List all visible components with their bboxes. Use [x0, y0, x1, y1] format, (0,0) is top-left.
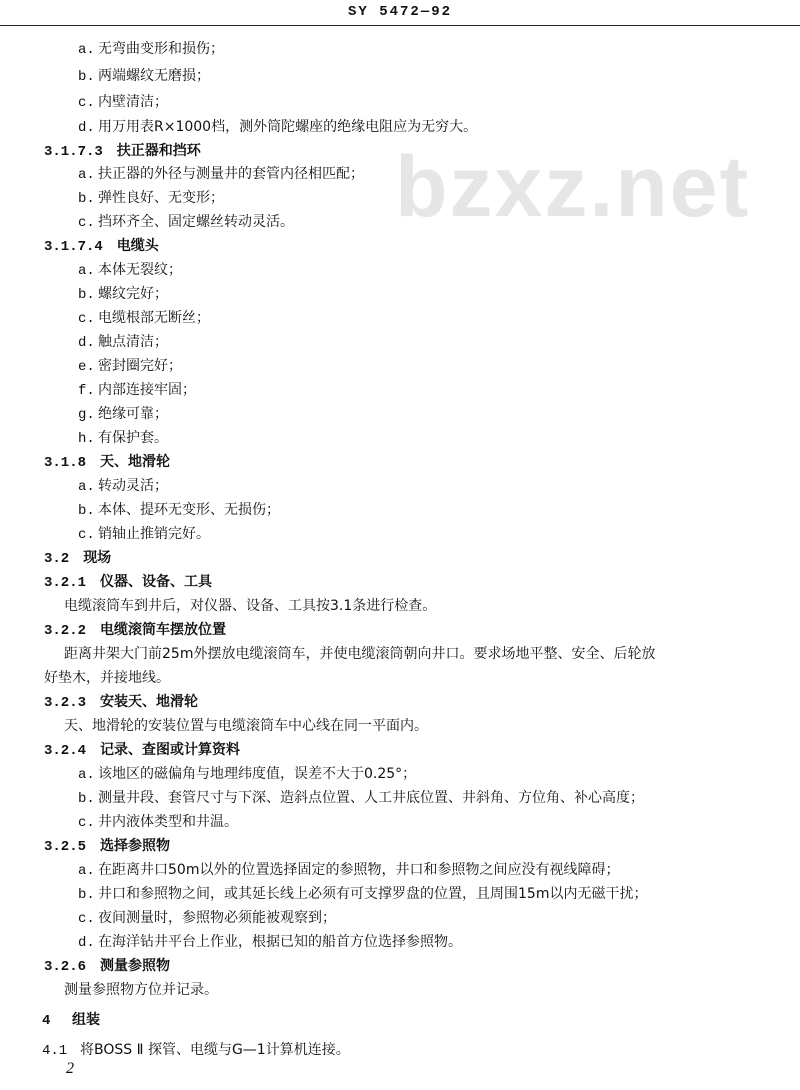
- list-item-text: 本体、提环无变形、无损伤；: [98, 502, 280, 518]
- list-item-label: b.: [78, 887, 95, 903]
- list-item-text: 扶正器的外径与测量井的套管内径相匹配；: [98, 166, 364, 182]
- list-item-label: a.: [78, 767, 95, 783]
- watermark: bzxz.net: [395, 139, 751, 235]
- list-item-text: 转动灵活；: [98, 478, 168, 494]
- list-item-text: 本体无裂纹；: [98, 262, 182, 278]
- list-item: [78, 909, 336, 928]
- list-item-text: 井口和参照物之间，或其延长线上必须有可支撑罗盘的位置，且周围15m以内无磁干扰；: [98, 886, 648, 902]
- list-item: [78, 765, 416, 784]
- section-heading: [44, 621, 226, 640]
- section-title: 电缆滚筒车摆放位置: [100, 622, 226, 638]
- list-item-text: 井内液体类型和井温。: [98, 814, 238, 830]
- section-heading: [44, 741, 240, 760]
- standard-code-header: SY 5472—92: [347, 4, 452, 20]
- list-item-label: e.: [78, 359, 95, 375]
- list-item-text: 夜间测量时，参照物必须能被观察到；: [98, 910, 336, 926]
- list-item: [78, 189, 224, 208]
- list-item: [78, 261, 182, 280]
- list-item: [78, 118, 477, 137]
- section-number: 3.1.7.3: [44, 144, 103, 160]
- list-item: [78, 477, 168, 496]
- list-item-label: a.: [78, 479, 95, 495]
- section-title: 扶正器和挡环: [116, 143, 201, 159]
- section-number: 3.1.7.4: [44, 239, 103, 255]
- list-item-text: 电缆根部无断丝；: [98, 310, 210, 326]
- list-item-label: a.: [78, 42, 95, 58]
- section-title: 安装天、地滑轮: [100, 694, 198, 710]
- list-item-label: a.: [78, 863, 95, 879]
- list-item-text: 弹性良好、无变形；: [98, 190, 224, 206]
- list-item: [78, 165, 364, 184]
- paragraph-text: 测量参照物方位并记录。: [64, 982, 218, 998]
- list-item-label: c.: [78, 215, 95, 231]
- section-number: 3.2: [44, 551, 70, 567]
- section-title: 组装: [72, 1012, 100, 1028]
- list-item-text: 绝缘可靠；: [98, 406, 168, 422]
- list-item: [78, 501, 280, 520]
- list-item-text: 内壁清洁；: [98, 94, 168, 110]
- list-item: [78, 67, 210, 86]
- section-number: 3.2.6: [44, 959, 87, 975]
- list-item: [78, 309, 210, 328]
- list-item-label: h.: [78, 431, 95, 447]
- section-title: 现场: [83, 550, 112, 566]
- list-item: [78, 525, 210, 544]
- list-item-label: a.: [78, 167, 95, 183]
- list-item-label: a.: [78, 263, 95, 279]
- list-item: [78, 213, 294, 232]
- list-item-text: 内部连接牢固；: [98, 382, 196, 398]
- list-item-label: b.: [78, 191, 95, 207]
- section-title: 仪器、设备、工具: [100, 574, 212, 590]
- list-item-label: c.: [78, 815, 95, 831]
- section-heading: [44, 453, 170, 472]
- section-heading: [44, 693, 198, 712]
- list-item-text: 密封圈完好；: [98, 358, 182, 374]
- section-number: 4: [42, 1013, 51, 1029]
- list-item-label: d.: [78, 335, 95, 351]
- section-number: 3.2.3: [44, 695, 87, 711]
- section-heading: [44, 837, 170, 856]
- list-item-text: 该地区的磁偏角与地理纬度值，误差不大于0.25°；: [98, 766, 417, 782]
- section-number: 3.2.1: [44, 575, 87, 591]
- section-title: 记录、查图或计算资料: [100, 742, 240, 758]
- list-item-label: f.: [78, 383, 95, 399]
- list-item-text: 无弯曲变形和损伤；: [98, 41, 224, 57]
- list-item-label: c.: [78, 95, 95, 111]
- list-item: [78, 40, 224, 59]
- list-item: [78, 885, 647, 904]
- list-item: [78, 789, 644, 808]
- section-title: 选择参照物: [100, 838, 170, 854]
- section-number: 3.1.8: [44, 455, 87, 471]
- list-item-text: 螺纹完好；: [98, 286, 168, 302]
- list-item-text: 触点清洁；: [98, 334, 168, 350]
- list-item: [78, 285, 168, 304]
- list-item-text: 用万用表R×1000档，测外筒陀螺座的绝缘电阻应为无穷大。: [98, 119, 478, 135]
- section-number: 3.2.2: [44, 623, 87, 639]
- list-item: [78, 933, 462, 952]
- clause-number: 4.1: [42, 1043, 68, 1059]
- header-rule: [0, 25, 800, 26]
- page-number: 2: [66, 1060, 74, 1077]
- list-item-label: b.: [78, 503, 95, 519]
- section-title: 电缆头: [116, 238, 159, 254]
- clause-body: 将BOSS Ⅱ 探管、电缆与G—1计算机连接。: [80, 1042, 350, 1058]
- section-heading: [42, 1011, 100, 1030]
- list-item-text: 销轴止推销完好。: [98, 526, 210, 542]
- section-number: 3.2.4: [44, 743, 87, 759]
- list-item-label: c.: [78, 527, 95, 543]
- clause-text: [42, 1041, 350, 1060]
- section-title: 测量参照物: [100, 958, 170, 974]
- section-title: 天、地滑轮: [100, 454, 170, 470]
- section-heading: [44, 573, 212, 592]
- section-heading: [44, 549, 111, 568]
- list-item-label: d.: [78, 935, 95, 951]
- list-item-text: 有保护套。: [98, 430, 168, 446]
- list-item-label: b.: [78, 791, 95, 807]
- list-item: [78, 813, 238, 832]
- list-item-label: b.: [78, 69, 95, 85]
- section-number: 3.2.5: [44, 839, 87, 855]
- list-item-text: 两端螺纹无磨损；: [98, 68, 210, 84]
- list-item-label: b.: [78, 287, 95, 303]
- list-item: [78, 357, 182, 376]
- list-item-text: 测量井段、套管尺寸与下深、造斜点位置、人工井底位置、井斜角、方位角、补心高度；: [98, 790, 644, 806]
- paragraph-text: 天、地滑轮的安装位置与电缆滚筒车中心线在同一平面内。: [64, 718, 428, 734]
- list-item: [78, 333, 168, 352]
- section-heading: [44, 237, 159, 256]
- section-heading: [44, 142, 201, 161]
- list-item: [78, 405, 168, 424]
- paragraph-text: 电缆滚筒车到井后，对仪器、设备、工具按3.1条进行检查。: [64, 598, 437, 614]
- list-item-text: 在海洋钻井平台上作业，根据已知的船首方位选择参照物。: [98, 934, 462, 950]
- list-item-label: d.: [78, 120, 95, 136]
- list-item-label: g.: [78, 407, 95, 423]
- paragraph-text: 距离井架大门前25m外摆放电缆滚筒车，并使电缆滚筒朝向井口。要求场地平整、安全、后轮放: [64, 646, 656, 662]
- list-item-text: 挡环齐全、固定螺丝转动灵活。: [98, 214, 294, 230]
- list-item: [78, 93, 168, 112]
- list-item-label: c.: [78, 311, 95, 327]
- section-heading: [44, 957, 170, 976]
- list-item: [78, 381, 196, 400]
- list-item: [78, 861, 619, 880]
- paragraph-text: 好垫木，并接地线。: [44, 670, 170, 686]
- list-item: [78, 429, 168, 448]
- list-item-label: c.: [78, 911, 95, 927]
- list-item-text: 在距离井口50m以外的位置选择固定的参照物，井口和参照物之间应没有视线障碍；: [98, 862, 620, 878]
